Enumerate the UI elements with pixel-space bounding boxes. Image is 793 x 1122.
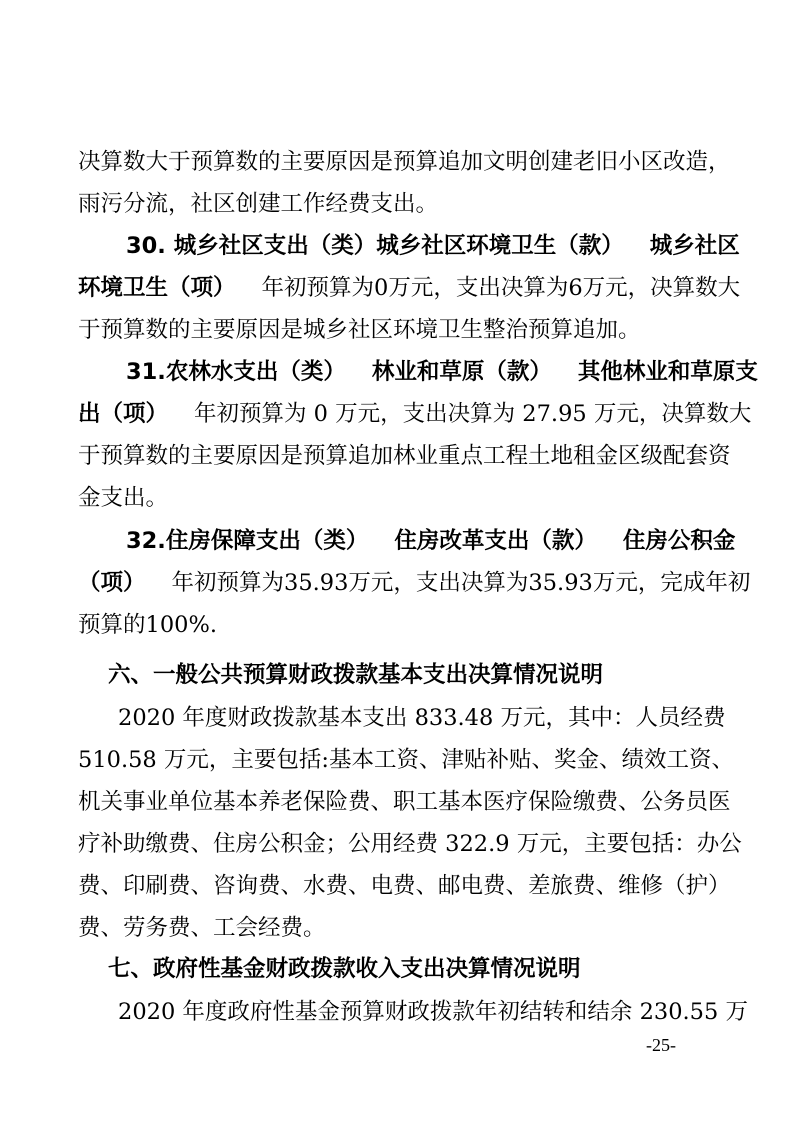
section-7-paragraph-line: 2020 年度政府性基金预算财政拨款年初结转和结余 230.55 万 <box>118 999 748 1025</box>
item-32-heading-end: （项） <box>78 570 146 596</box>
item-30-heading-line <box>126 235 766 258</box>
item-30-heading-cont: 城乡社区 <box>649 233 740 259</box>
item-32-heading-line <box>126 530 766 553</box>
section-6-paragraph-line: 2020 年度财政拨款基本支出 833.48 万元，其中：人员经费 <box>118 705 726 731</box>
paragraph-line: 雨污分流，社区创建工作经费支出。 <box>78 191 439 217</box>
item-31-heading-line <box>126 361 766 384</box>
item-31-line-2 <box>78 401 752 427</box>
item-32-heading-a: 32.住房保障支出（类） <box>126 528 369 554</box>
page-number: -25- <box>646 1035 676 1055</box>
item-30-text-line: 于预算数的主要原因是城乡社区环境卫生整治预算追加。 <box>78 317 641 343</box>
item-31-heading-c: 其他林业和草原支 <box>577 359 758 385</box>
item-31-heading-end: 出（项） <box>78 401 169 427</box>
section-7-title: 七、政府性基金财政拨款收入支出决算情况说明 <box>108 956 581 982</box>
item-31-text-line: 于预算数的主要原因是预算追加林业重点工程土地租金区级配套资 <box>78 443 731 469</box>
item-32-heading-c: 住房公积金 <box>622 528 736 554</box>
section-6-paragraph-line: 费、印刷费、咨询费、水费、电费、邮电费、差旅费、维修（护） <box>78 873 731 899</box>
section-6-paragraph-line: 机关事业单位基本养老保险费、职工基本医疗保险缴费、公务员医 <box>78 789 731 815</box>
item-31-heading-a: 31.农林水支出（类） <box>126 359 346 385</box>
item-31-text-line: 金支出。 <box>78 485 169 511</box>
item-32-line-2 <box>78 570 751 596</box>
paragraph-line: 决算数大于预算数的主要原因是预算追加文明创建老旧小区改造， <box>78 149 731 175</box>
section-6-paragraph-line: 510.58 万元，主要包括:基本工资、津贴补贴、奖金、绩效工资、 <box>78 747 734 773</box>
item-32-text-line: 预算的100%. <box>78 612 217 638</box>
section-6-title: 六、一般公共预算财政拨款基本支出决算情况说明 <box>108 662 604 688</box>
item-32-text: 年初预算为35.93万元，支出决算为35.93万元，完成年初 <box>171 570 751 596</box>
item-30-line-2 <box>78 275 741 301</box>
item-30-heading-end: 环境卫生（项） <box>78 275 236 301</box>
section-6-paragraph-line: 疗补助缴费、住房公积金；公用经费 322.9 万元，主要包括：办公 <box>78 831 742 857</box>
item-30-text: 年初预算为0万元，支出决算为6万元，决算数大 <box>261 275 741 301</box>
section-6-paragraph-line: 费、劳务费、工会经费。 <box>78 915 326 941</box>
item-31-text: 年初预算为 0 万元，支出决算为 27.95 万元，决算数大 <box>194 401 752 427</box>
item-31-heading-b: 林业和草原（款） <box>371 359 552 385</box>
item-30-heading: 30. 城乡社区支出（类）城乡社区环境卫生（款） <box>126 233 624 259</box>
item-32-heading-b: 住房改革支出（款） <box>394 528 597 554</box>
